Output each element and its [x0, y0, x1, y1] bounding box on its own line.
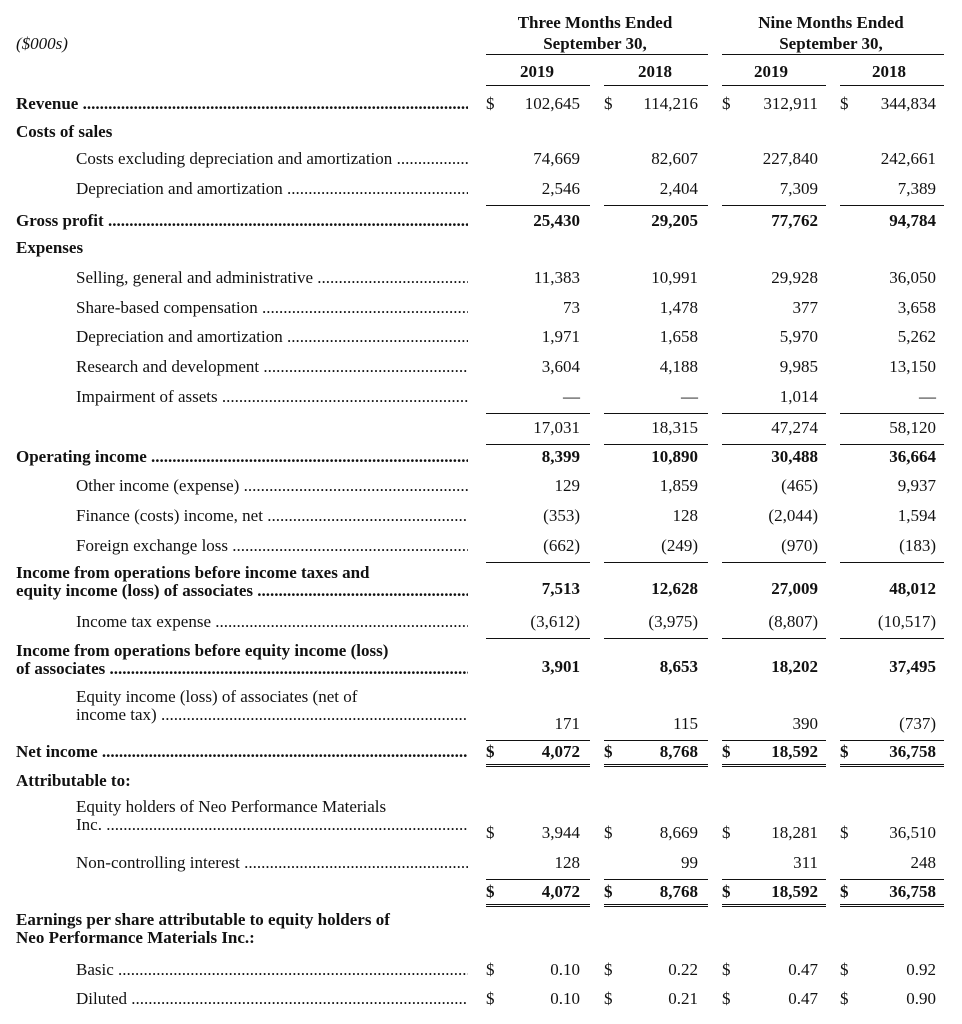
- row-label-line2: [16, 582, 468, 600]
- three-months-rule: [486, 54, 708, 55]
- currency-symbol: $: [486, 94, 495, 113]
- value-cell: 99: [681, 853, 698, 872]
- nine-months-header: [718, 12, 944, 54]
- value-cell: 73: [563, 298, 580, 317]
- currency-symbol: $: [840, 960, 849, 979]
- value-cell: 1,859: [659, 476, 698, 495]
- value-cell: 8,653: [659, 657, 698, 676]
- value-cell: (10,517): [877, 612, 936, 631]
- row-label-line2-text: Neo Performance Materials Inc.:: [16, 928, 255, 947]
- currency-symbol: $: [722, 989, 731, 1008]
- currency-symbol: $: [486, 989, 495, 1008]
- leader-dots: [104, 211, 468, 230]
- nine-months-rule: [722, 54, 944, 55]
- value-cell: 30,488: [771, 447, 818, 466]
- value-cell: 242,661: [880, 149, 936, 168]
- subtotal-rule: [486, 562, 590, 563]
- currency-symbol: $: [840, 989, 849, 1008]
- value-cell: 12,628: [651, 579, 698, 598]
- leader-dots: [127, 989, 468, 1008]
- value-cell: 5,970: [779, 327, 818, 346]
- row-label-line2: [16, 660, 468, 678]
- leader-dots: [253, 581, 468, 600]
- value-cell: (183): [899, 536, 936, 555]
- row-label-line2-text: income tax): [76, 705, 157, 724]
- subtotal-rule: [722, 740, 826, 741]
- currency-symbol: $: [604, 989, 613, 1008]
- total-double-rule: [604, 904, 708, 907]
- currency-symbol: $: [486, 742, 495, 761]
- nine-months-line2: September 30,: [779, 34, 883, 53]
- total-double-rule: [840, 904, 944, 907]
- currency-symbol: $: [722, 823, 731, 842]
- year-2019-q: 2019: [520, 62, 554, 81]
- value-cell: 3,658: [897, 298, 936, 317]
- row-label: [16, 771, 468, 791]
- year-rule: [722, 85, 826, 86]
- value-cell: 36,758: [889, 742, 936, 761]
- row-label-line2: [76, 816, 468, 834]
- currency-symbol: $: [722, 94, 731, 113]
- value-cell: 0.92: [906, 960, 936, 979]
- value-cell: 0.21: [668, 989, 698, 1008]
- row-label: [76, 853, 468, 873]
- leader-dots: [147, 447, 468, 466]
- value-cell: 1,014: [779, 387, 818, 406]
- leader-dots: [259, 357, 468, 376]
- subtotal-rule: [722, 562, 826, 563]
- subtotal-rule: [486, 205, 590, 206]
- row-label: [16, 122, 468, 142]
- subtotal-rule: [840, 879, 944, 880]
- total-double-rule: [486, 904, 590, 907]
- row-label: [76, 989, 468, 1009]
- value-cell: 128: [554, 853, 580, 872]
- row-label: [76, 798, 468, 834]
- value-cell: 3,901: [541, 657, 580, 676]
- leader-dots: [102, 815, 468, 834]
- leader-dots: [218, 387, 468, 406]
- subtotal-rule: [604, 205, 708, 206]
- value-cell: 0.10: [550, 960, 580, 979]
- value-cell: 9,985: [779, 357, 818, 376]
- subtotal-rule: [840, 562, 944, 563]
- value-cell: —: [681, 387, 698, 406]
- leader-dots: [313, 268, 468, 287]
- value-cell: 4,188: [659, 357, 698, 376]
- value-cell: 2,404: [659, 179, 698, 198]
- currency-symbol: $: [840, 742, 849, 761]
- row-label: [76, 476, 468, 496]
- total-double-rule: [604, 764, 708, 767]
- row-label-line2-text: of associates: [16, 659, 106, 678]
- subtotal-rule: [840, 205, 944, 206]
- currency-symbol: $: [604, 94, 613, 113]
- row-label: [16, 238, 468, 258]
- value-cell: 7,389: [897, 179, 936, 198]
- value-cell: 0.10: [550, 989, 580, 1008]
- value-cell: 77,762: [771, 211, 818, 230]
- row-label: [76, 612, 468, 632]
- leader-dots: [211, 612, 468, 631]
- currency-symbol: $: [486, 882, 495, 901]
- value-cell: 36,510: [889, 823, 936, 842]
- value-cell: 82,607: [651, 149, 698, 168]
- subtotal-rule: [722, 638, 826, 639]
- value-cell: 115: [673, 714, 698, 733]
- currency-symbol: $: [722, 882, 731, 901]
- value-cell: 11,383: [533, 268, 580, 287]
- value-cell: 36,758: [889, 882, 936, 901]
- subtotal-rule: [722, 879, 826, 880]
- row-label: [76, 149, 468, 169]
- row-label: [16, 642, 468, 678]
- row-label: [76, 268, 468, 288]
- value-cell: 8,669: [659, 823, 698, 842]
- row-label-text: Selling, general and administrative: [76, 268, 313, 287]
- value-cell: 3,944: [541, 823, 580, 842]
- row-label-line1: Earnings per share attributable to equity holders of: [16, 911, 390, 929]
- row-label-text: Foreign exchange loss: [76, 536, 229, 555]
- row-label: [76, 327, 468, 347]
- value-cell: 5,262: [897, 327, 936, 346]
- row-label-text: Revenue: [16, 94, 79, 113]
- value-cell: 47,274: [771, 418, 818, 437]
- value-cell: 9,937: [897, 476, 936, 495]
- subtotal-rule: [840, 638, 944, 639]
- value-cell: 1,478: [659, 298, 698, 317]
- row-label: [76, 506, 468, 526]
- value-cell: (3,612): [530, 612, 580, 631]
- row-label: [16, 911, 468, 947]
- value-cell: 18,202: [771, 657, 818, 676]
- value-cell: (737): [899, 714, 936, 733]
- row-label: [16, 94, 468, 114]
- value-cell: (970): [781, 536, 818, 555]
- value-cell: 25,430: [533, 211, 580, 230]
- leader-dots: [105, 659, 468, 678]
- value-cell: 10,890: [651, 447, 698, 466]
- row-label: [76, 536, 468, 556]
- value-cell: (465): [781, 476, 818, 495]
- leader-dots: [392, 149, 468, 168]
- value-cell: 2,546: [541, 179, 580, 198]
- subtotal-rule: [840, 413, 944, 414]
- row-label-text: Operating income: [16, 447, 147, 466]
- value-cell: —: [563, 387, 580, 406]
- subtotal-rule: [604, 413, 708, 414]
- subtotal-rule: [486, 444, 590, 445]
- row-label-line2: [16, 929, 468, 947]
- value-cell: 390: [792, 714, 818, 733]
- currency-symbol: $: [604, 882, 613, 901]
- value-cell: 0.47: [788, 989, 818, 1008]
- value-cell: 0.22: [668, 960, 698, 979]
- subtotal-rule: [604, 740, 708, 741]
- currency-symbol: $: [840, 882, 849, 901]
- total-double-rule: [840, 764, 944, 767]
- subtotal-rule: [604, 638, 708, 639]
- value-cell: (249): [661, 536, 698, 555]
- year-rule: [840, 85, 944, 86]
- row-label-text: Income tax expense: [76, 612, 211, 631]
- value-cell: 377: [792, 298, 818, 317]
- year-rule: [604, 85, 708, 86]
- row-label-line1: Income from operations before equity income (loss): [16, 642, 389, 660]
- value-cell: 18,281: [771, 823, 818, 842]
- row-label: [76, 298, 468, 318]
- row-label: [76, 960, 468, 980]
- value-cell: 36,664: [889, 447, 936, 466]
- value-cell: 8,768: [659, 882, 698, 901]
- row-label-text: Finance (costs) income, net: [76, 506, 263, 525]
- value-cell: (8,807): [768, 612, 818, 631]
- subtotal-rule: [840, 740, 944, 741]
- leader-dots: [157, 705, 468, 724]
- year-2019-9m: 2019: [754, 62, 788, 81]
- row-label-text: Basic: [76, 960, 114, 979]
- three-months-line1: Three Months Ended: [517, 13, 673, 32]
- row-label-text: Other income (expense): [76, 476, 240, 495]
- currency-symbol: $: [840, 94, 849, 113]
- unit-label: ($000s): [16, 34, 68, 53]
- value-cell: 17,031: [533, 418, 580, 437]
- subtotal-rule: [840, 444, 944, 445]
- value-cell: 18,592: [771, 882, 818, 901]
- subtotal-rule: [486, 638, 590, 639]
- subtotal-rule: [486, 740, 590, 741]
- nine-months-line1: Nine Months Ended: [758, 13, 904, 32]
- currency-symbol: $: [722, 742, 731, 761]
- value-cell: 3,604: [541, 357, 580, 376]
- value-cell: 7,513: [541, 579, 580, 598]
- row-label-text: Depreciation and amortization: [76, 179, 283, 198]
- total-double-rule: [722, 764, 826, 767]
- year-2018-q: 2018: [638, 62, 672, 81]
- leader-dots: [283, 327, 468, 346]
- subtotal-rule: [604, 879, 708, 880]
- value-cell: 36,050: [889, 268, 936, 287]
- value-cell: 8,399: [541, 447, 580, 466]
- value-cell: 311: [793, 853, 818, 872]
- subtotal-rule: [486, 879, 590, 880]
- value-cell: (3,975): [648, 612, 698, 631]
- value-cell: 29,928: [771, 268, 818, 287]
- subtotal-rule: [486, 413, 590, 414]
- row-label: [76, 688, 468, 724]
- value-cell: 0.47: [788, 960, 818, 979]
- value-cell: (2,044): [768, 506, 818, 525]
- leader-dots: [239, 476, 468, 495]
- value-cell: 13,150: [889, 357, 936, 376]
- subtotal-rule: [722, 413, 826, 414]
- total-double-rule: [722, 904, 826, 907]
- row-label-text: Non-controlling interest: [76, 853, 240, 872]
- value-cell: 344,834: [880, 94, 936, 113]
- row-label-text: Share-based compensation: [76, 298, 258, 317]
- value-cell: 0.90: [906, 989, 936, 1008]
- value-cell: 27,009: [771, 579, 818, 598]
- three-months-line2: September 30,: [543, 34, 647, 53]
- value-cell: 4,072: [541, 882, 580, 901]
- row-label-text: Diluted: [76, 989, 127, 1008]
- row-label-line2-text: equity income (loss) of associates: [16, 581, 254, 600]
- currency-symbol: $: [604, 742, 613, 761]
- value-cell: 1,658: [659, 327, 698, 346]
- leader-dots: [258, 298, 468, 317]
- subtotal-rule: [722, 444, 826, 445]
- value-cell: 18,315: [651, 418, 698, 437]
- row-label: [16, 564, 468, 600]
- leader-dots: [98, 742, 468, 761]
- value-cell: 48,012: [889, 579, 936, 598]
- value-cell: 128: [672, 506, 698, 525]
- currency-symbol: $: [486, 960, 495, 979]
- value-cell: 114,216: [643, 94, 698, 113]
- value-cell: 74,669: [533, 149, 580, 168]
- row-label-text: Costs of sales: [16, 122, 113, 141]
- row-label-line1: Income from operations before income taxes and: [16, 564, 370, 582]
- row-label-text: Expenses: [16, 238, 84, 257]
- currency-symbol: $: [840, 823, 849, 842]
- value-cell: 29,205: [651, 211, 698, 230]
- leader-dots: [263, 506, 468, 525]
- value-cell: 248: [910, 853, 936, 872]
- row-label: [76, 357, 468, 377]
- currency-symbol: $: [722, 960, 731, 979]
- value-cell: 58,120: [889, 418, 936, 437]
- value-cell: 312,911: [763, 94, 818, 113]
- three-months-header: [482, 12, 708, 54]
- leader-dots: [114, 960, 468, 979]
- year-2018-9m: 2018: [872, 62, 906, 81]
- value-cell: (662): [543, 536, 580, 555]
- row-label-line2-text: Inc.: [76, 815, 102, 834]
- row-label-line1: Equity income (loss) of associates (net of: [76, 688, 358, 706]
- subtotal-rule: [604, 562, 708, 563]
- row-label-text: Costs excluding depreciation and amortization: [76, 149, 393, 168]
- row-label-text: Net income: [16, 742, 98, 761]
- row-label-text: Gross profit: [16, 211, 104, 230]
- value-cell: 8,768: [659, 742, 698, 761]
- value-cell: 102,645: [524, 94, 580, 113]
- row-label-line1: Equity holders of Neo Performance Materials: [76, 798, 387, 816]
- leader-dots: [228, 536, 468, 555]
- value-cell: (353): [543, 506, 580, 525]
- row-label-text: Impairment of assets: [76, 387, 218, 406]
- value-cell: 10,991: [651, 268, 698, 287]
- row-label-line2: [76, 706, 468, 724]
- value-cell: 37,495: [889, 657, 936, 676]
- row-label: [16, 211, 468, 231]
- value-cell: 18,592: [771, 742, 818, 761]
- subtotal-rule: [722, 205, 826, 206]
- value-cell: 171: [554, 714, 580, 733]
- currency-symbol: $: [604, 960, 613, 979]
- value-cell: 1,594: [897, 506, 936, 525]
- row-label: [16, 447, 468, 467]
- leader-dots: [240, 853, 468, 872]
- row-label-text: Attributable to:: [16, 771, 131, 790]
- column-header: [0, 12, 962, 92]
- value-cell: 4,072: [541, 742, 580, 761]
- leader-dots: [283, 179, 468, 198]
- row-label-text: Research and development: [76, 357, 260, 376]
- subtotal-rule: [604, 444, 708, 445]
- currency-symbol: $: [486, 823, 495, 842]
- value-cell: —: [919, 387, 936, 406]
- row-label: [76, 179, 468, 199]
- value-cell: 1,971: [541, 327, 580, 346]
- value-cell: 129: [554, 476, 580, 495]
- total-double-rule: [486, 764, 590, 767]
- value-cell: 94,784: [889, 211, 936, 230]
- row-label: [16, 742, 468, 762]
- year-rule: [486, 85, 590, 86]
- value-cell: 7,309: [779, 179, 818, 198]
- leader-dots: [78, 94, 468, 113]
- row-label-text: Depreciation and amortization: [76, 327, 283, 346]
- row-label: [76, 387, 468, 407]
- currency-symbol: $: [604, 823, 613, 842]
- value-cell: 227,840: [762, 149, 818, 168]
